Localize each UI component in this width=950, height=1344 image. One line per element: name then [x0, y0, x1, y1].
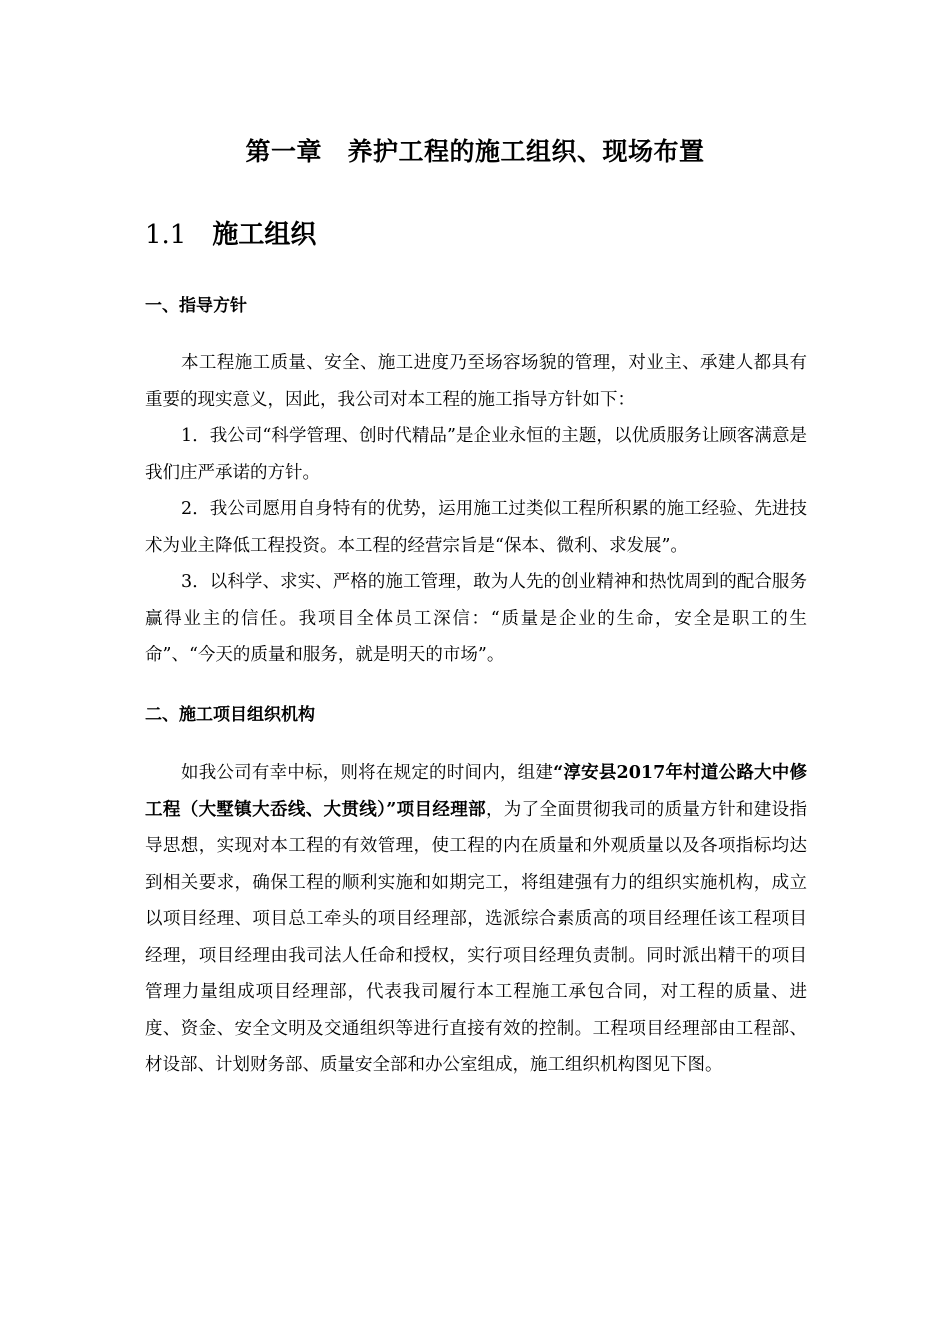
principle-item-3: 3．以科学、求实、严格的施工管理，敢为人先的创业精神和热忱周到的配合服务赢得业主的信任。我项目全体员工深信：“质量是企业的生命，安全是职工的生命”、“今天的质量和服务，就是明天的市场”。 [145, 572, 807, 665]
principle-item-2: 2．我公司愿用自身特有的优势，运用施工过类似工程所积累的施工经验、先进技术为业主降低工程投资。本工程的经营宗旨是“保本、微利、求发展”。 [145, 499, 807, 556]
project-department-name: “淳安县2017年村道公路大中修工程（大墅镇大岙线、大贯线）”项目经理部 [145, 763, 807, 820]
organization-text-rest: ，为了全面贯彻我司的质量方针和建设指导思想，实现对本工程的有效管理，使工程的内在质量和外观质量以及各项指标均达到相关要求，确保工程的顺利实施和如期完工，将组建强有力的组织实施机构，成立以项目经理、项目总工牵头的项目经理部，选派综合素质高的项目经理任该工程项目经理，项目经理由我司法人任命和授权，实行项目经理负责制。同时派出精干的项目管理力量组成项目经理部，代表我司履行本工程施工承包合同，对工程的质量、进度、资金、安全文明及交通组织等进行直接有效的控制。工程项目经理部由工程部、材设部、计划财务部、质量安全部和办公室组成，施工组织机构图见下图。 [145, 799, 807, 1075]
chapter-title: 第一章 养护工程的施工组织、现场布置 [245, 137, 705, 166]
organization-paragraph [145, 755, 807, 1084]
section-title-text: 施工组织 [212, 220, 317, 250]
section-number: 1.1 [145, 220, 187, 250]
organization-heading: 二、施工项目组织机构 [145, 705, 315, 725]
guiding-principle-intro: 本工程施工质量、安全、施工进度乃至场容场貌的管理，对业主、承建人都具有重要的现实意义，因此，我公司对本工程的施工指导方针如下： [145, 353, 807, 410]
principle-item-1: 1．我公司“科学管理、创时代精品”是企业永恒的主题，以优质服务让顾客满意是我们庄严承诺的方针。 [145, 426, 807, 483]
organization-text-start: 如我公司有幸中标，则将在规定的时间内，组建 [181, 763, 554, 783]
section-title [145, 215, 316, 255]
guiding-principle-heading: 一、指导方针 [145, 296, 247, 316]
